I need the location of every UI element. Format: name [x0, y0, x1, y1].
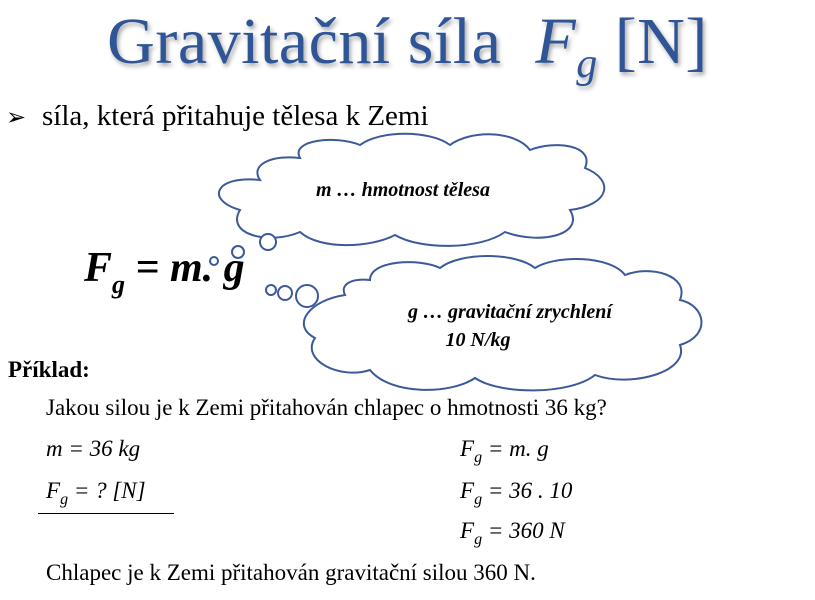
- gravity-cloud: [304, 256, 702, 390]
- solution-symbol: F: [460, 518, 475, 543]
- gravity-cloud-text-line2: 10 N/kg: [445, 329, 511, 351]
- solution-subscript: g: [474, 531, 483, 548]
- example-question: Jakou silou je k Zemi přitahován chlapec o hmotnosti 36 kg?: [46, 395, 607, 420]
- arrow-bullet-icon: ➢: [6, 105, 27, 131]
- solution-line: [460, 478, 573, 508]
- formula-lhs: F: [84, 245, 113, 291]
- formula-rhs: = m. g: [135, 245, 245, 291]
- formula-lhs-subscript: g: [112, 270, 126, 299]
- solution-line: [460, 436, 549, 466]
- title-text: Gravitační síla: [107, 5, 502, 78]
- unknown-rest: = ? [N]: [68, 478, 146, 503]
- thought-bubbles-lower: [266, 285, 318, 307]
- solution-rest: = 36 . 10: [482, 478, 573, 503]
- solution-subscript: g: [474, 491, 483, 508]
- solution-symbol: F: [460, 478, 475, 503]
- example-answer: Chlapec je k Zemi přitahován gravitační silou 360 N.: [46, 560, 536, 585]
- title-symbol: F: [535, 5, 577, 78]
- solution-rest: = m. g: [482, 436, 549, 461]
- solution-subscript: g: [474, 449, 483, 466]
- mass-cloud-text: m … hmotnost tělesa: [316, 179, 490, 201]
- example-heading: Příklad:: [8, 357, 90, 382]
- given-mass: m = 36 kg: [46, 436, 141, 461]
- given-unknown: [46, 478, 146, 508]
- solution-line: [460, 518, 565, 548]
- given-divider: [38, 513, 174, 514]
- solution-rest: = 360 N: [482, 518, 565, 543]
- main-formula: [84, 244, 245, 299]
- solution-symbol: F: [460, 436, 475, 461]
- title-unit: [N]: [614, 5, 708, 78]
- gravity-cloud-text-line1: g … gravitační zrychlení: [408, 301, 612, 323]
- unknown-symbol: F: [46, 478, 61, 503]
- bullet-text: síla, která přitahuje tělesa k Zemi: [42, 100, 429, 132]
- title-subscript: g: [576, 41, 598, 87]
- unknown-subscript: g: [60, 491, 69, 508]
